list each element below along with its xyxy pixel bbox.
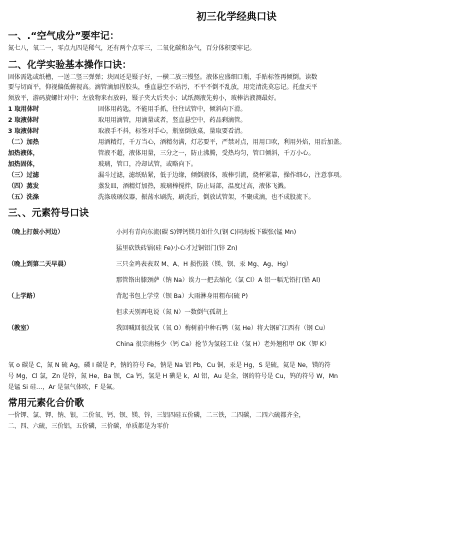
valence-line-1: 一价钾、氯、钾、钠、银，二价氧、钙、钡、镁、锌，三铝四硅五价磷，二三铁，二四碳，二四六硫都齐全，	[8, 412, 305, 420]
rule-text: 取用用滴管，用滴量或者，竖直悬空中，药品剩滴管。	[98, 117, 247, 125]
element-row-label	[8, 337, 116, 353]
item-label: （五）洗涤	[8, 194, 39, 202]
section-1-heading: 一、.“空气成分”要牢记：	[8, 31, 120, 42]
item-text: 用酒精灯，千万当心，酒精勿满，灯芯要平，严禁对点，用用口吹，利用外焰，用后加盖。	[98, 139, 346, 147]
element-row-text: 那管铬出膝颈萨（钠 Na）诶力一把去缩化（氯 Cl）A 铝一幅无铅打(铅 Al)	[116, 277, 321, 285]
element-row-label	[8, 305, 116, 321]
section-2-intro-line-3: 须放平，游码旋螺针对中；左放物来右放码，镊子夹大后夹小；试纸测液先剪小，玻棒沾液测最好。	[8, 94, 281, 102]
item-label: （四）蒸发	[8, 183, 39, 191]
element-row-label: （晚上打鼓小河边）	[8, 229, 64, 237]
element-row	[8, 337, 465, 353]
element-row-text: 三只金鸡表表双 M、A、H 损伤鼓（镁、钡、汞 Mg、Ag、Hg）	[116, 261, 293, 269]
item-label: （三）过滤	[8, 172, 39, 180]
spacer	[8, 353, 465, 361]
item-text: 管液不超，液体用量，三分之一，防止沸腾，受热均匀，管口倾斜，千万小心。	[98, 150, 315, 158]
rule-label: 3 取液体时	[8, 128, 40, 136]
element-row-text: 小河有青向东流(碳 S)钾钙镁月如什久(钢 C)同海板下碳张(锰 Mn)	[116, 229, 297, 237]
element-row-label	[8, 241, 116, 257]
element-summary-line-3: 是锰 Si 硅…，Ar 是氩气体吹，F 是氟。	[8, 383, 119, 391]
element-row-text: China 很宗南杨少（钙 Ca）抢节为氢轻工业（氢 H）老外翘租甲 OK（钾 K）	[116, 341, 331, 349]
item-label: 加热液体，	[8, 150, 39, 158]
element-row-label: （教室）	[8, 325, 33, 333]
item-row	[8, 159, 465, 170]
element-row-label: （上学路）	[8, 293, 39, 301]
item-row	[8, 148, 465, 159]
element-row-text: 猛里砍铁砖锅(硅 Fe)小心才过铜铝门(锌 Zn)	[116, 245, 238, 253]
rule-label: 2 取液体时	[8, 117, 40, 125]
rule-row	[8, 104, 465, 115]
element-row-text: 我回喊回很没氧（氧 O）梅树前中种石鸭（氦 He）将大钢矿江西有（钢 Cu）	[116, 325, 330, 333]
item-row	[8, 170, 465, 181]
element-row	[8, 289, 465, 305]
rule-text: 取液手不抖，标签对手心，瓶塞倒放桌，量取要看清。	[98, 128, 247, 136]
section-2-heading: 二、化学实验基本操作口诀：	[8, 59, 132, 71]
rule-text: 固体用药匙，不能用手抓，往往试管中，倾斜向下滑。	[98, 106, 247, 114]
item-text: 漏斗过滤，滤纸贴紧，低于边缘，倾倒液体，玻棒引流，烧杯紧靠，操作细心，注意事项。	[98, 172, 346, 180]
rule-label: 1 取用体时	[8, 106, 40, 114]
element-row	[8, 305, 465, 321]
rule-row	[8, 126, 465, 137]
item-row	[8, 181, 465, 192]
item-text: 洗涤玻璃仪器，振荡水刷洗，刷洗后，倒放试管架，不聚成滴，也不成股流下。	[98, 194, 315, 202]
section-4-heading: 常用元素化合价歌	[8, 398, 85, 410]
element-row	[8, 273, 465, 289]
section-2-intro-line-2: 要与切面平，仰视偏低俯视高。滴管滴加捏胶头，垂直悬空不玷污，不平不倒不乱放，用完清洗莫忘记。托盘天平	[8, 84, 318, 92]
item-label: 加热固体，	[8, 161, 39, 169]
element-row	[8, 225, 465, 241]
element-row-text: 背起书包上学堂（钡 Ba）大雨淋身用粗布(硫 P)	[116, 293, 248, 301]
element-row	[8, 257, 465, 273]
section-1-text: 氮七八，氧二一，零点九四是稀气，还有两个点零三，二氧化碳和杂气，百分体积要牢记。	[8, 45, 256, 52]
element-row-label	[8, 273, 116, 289]
rule-row	[8, 115, 465, 126]
element-row	[8, 321, 465, 337]
item-row	[8, 192, 465, 203]
element-summary-line-1: 氧 o 碳是 C，氮 N 硫 Ag，磷 I 碳是 P，钠的符号 Fe，钠是 Na 铝 Pb，Cu 铜，汞是 Hg，S 是硫，氦是 Ne，镁的符	[8, 362, 331, 370]
item-label: （二）加热	[8, 139, 39, 147]
section-2-intro-line-1: 固体需匙或纸槽，一送二竖三弹弹；块固还是镊子好，一横二放三慢竖。液体应盛细口瓶，手贴标签再倾倒。读数	[8, 73, 318, 81]
element-summary-line-2: 号 Mg，Cl 氯，Zn 是锌，氮 He，Ba 钡，Ca 钙，氢是 H 碘是 k，Al 铝，Au 是金，钢的符号是 Cu，钨的符号 W，Mn	[8, 372, 338, 380]
item-text: 蒸发皿，酒精灯加热，玻璃棒搅拌，防止局部，温度过高，液体飞溅。	[98, 183, 290, 191]
element-row	[8, 241, 465, 257]
element-row-text: 但求天别再电说（氮 N）一数倒气孤胡上	[116, 309, 228, 317]
item-row	[8, 137, 465, 148]
valence-line-2: 二、四、六硫，三价铝，五价磷，三价碳，单质都是为零价	[8, 422, 169, 430]
section-3-heading: 三、、元素符号口诀	[8, 208, 89, 220]
item-text: 玻璃，管口，冷却试管，或略向下。	[98, 161, 197, 169]
element-row-label: （晚上到第二天早晨）	[8, 261, 70, 269]
document-title: 初三化学经典口诀	[196, 12, 277, 23]
element-mnemonic-list	[8, 225, 465, 353]
